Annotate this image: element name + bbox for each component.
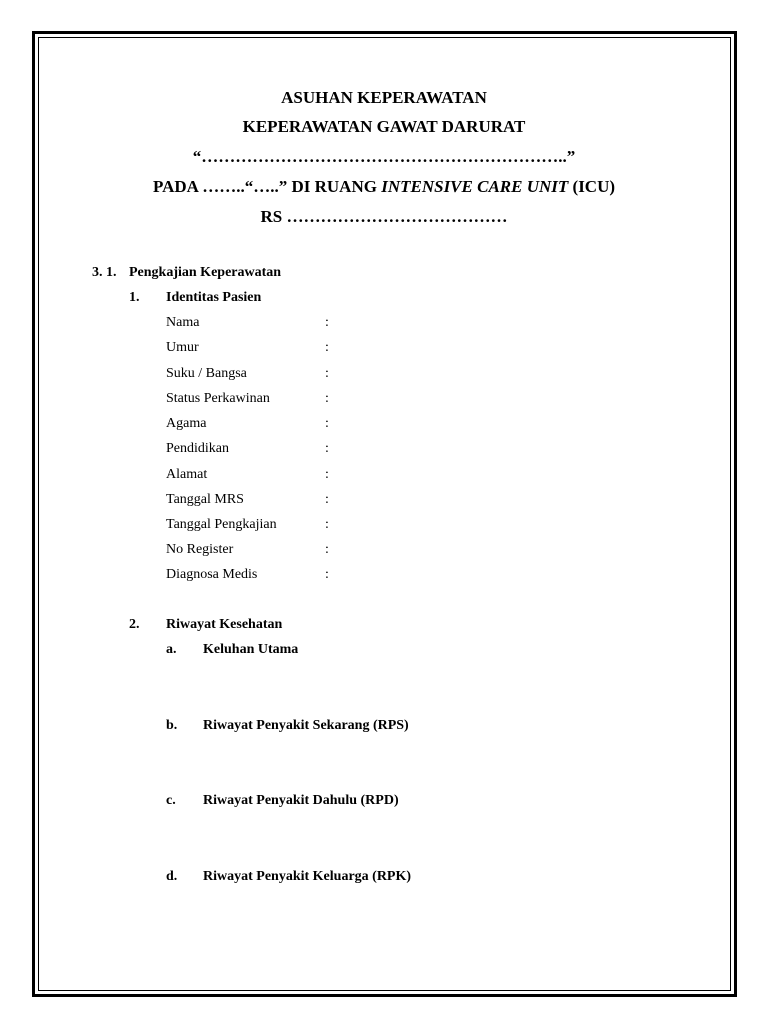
doc-title-line-4 [0, 177, 768, 197]
field-separator: : [325, 542, 329, 557]
section-title: Pengkajian Keperawatan [129, 265, 282, 280]
doc-title-line-5: RS ………………………………… [260, 207, 508, 226]
doc-title-line-3: “………………………………………………………..” [192, 147, 576, 166]
riwayat-item-letter: a. [166, 642, 177, 657]
field-separator: : [325, 366, 329, 381]
identitas-number: 1. [129, 290, 140, 305]
field-separator: : [325, 391, 329, 406]
identitas-title: Identitas Pasien [166, 290, 262, 305]
field-separator: : [325, 492, 329, 507]
field-separator: : [325, 441, 329, 456]
field-label-umur: Umur [166, 340, 199, 355]
field-label-pendidikan: Pendidikan [166, 441, 229, 456]
field-separator: : [325, 467, 329, 482]
doc-title-line-1: ASUHAN KEPERAWATAN [281, 88, 487, 107]
title-line-4-italic: INTENSIVE CARE UNIT [381, 177, 569, 196]
field-separator: : [325, 517, 329, 532]
riwayat-item-rpd: Riwayat Penyakit Dahulu (RPD) [203, 793, 399, 808]
field-separator: : [325, 416, 329, 431]
riwayat-number: 2. [129, 617, 140, 632]
riwayat-title: Riwayat Kesehatan [166, 617, 283, 632]
riwayat-item-rps: Riwayat Penyakit Sekarang (RPS) [203, 718, 409, 733]
field-label-status-perkawinan: Status Perkawinan [166, 391, 270, 406]
riwayat-item-letter: d. [166, 869, 178, 884]
field-label-suku-bangsa: Suku / Bangsa [166, 366, 247, 381]
field-label-tanggal-mrs: Tanggal MRS [166, 492, 244, 507]
field-label-tanggal-pengkajian: Tanggal Pengkajian [166, 517, 277, 532]
title-line-4-suffix: (ICU) [568, 177, 616, 196]
field-separator: : [325, 315, 329, 330]
section-number: 3. 1. [92, 265, 117, 280]
riwayat-item-rpk: Riwayat Penyakit Keluarga (RPK) [203, 869, 412, 884]
field-label-agama: Agama [166, 416, 207, 431]
field-separator: : [325, 340, 329, 355]
field-label-alamat: Alamat [166, 467, 208, 482]
title-line-4-prefix: PADA ……..“…..” DI RUANG [152, 177, 382, 196]
riwayat-item-keluhan-utama: Keluhan Utama [203, 642, 299, 657]
field-separator: : [325, 567, 329, 582]
field-label-diagnosa-medis: Diagnosa Medis [166, 567, 258, 582]
field-label-no-register: No Register [166, 542, 234, 557]
riwayat-item-letter: b. [166, 718, 178, 733]
riwayat-item-letter: c. [166, 793, 176, 808]
field-label-nama: Nama [166, 315, 200, 330]
doc-title-line-2: KEPERAWATAN GAWAT DARURAT [242, 117, 526, 136]
